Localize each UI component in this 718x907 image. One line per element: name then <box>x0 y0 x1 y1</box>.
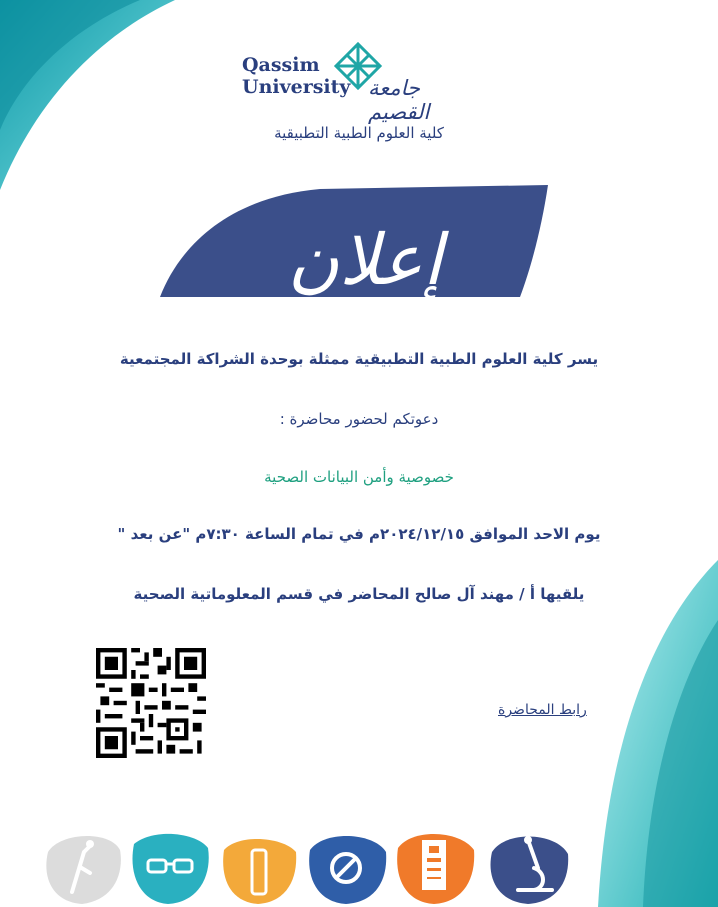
physical-therapy-icon <box>40 822 125 907</box>
department-icons <box>40 822 680 907</box>
lecture-datetime: يوم الاحد الموافق ٢٠٢٤/١٢/١٥م في تمام الساعة ٧:٣٠م "عن بعد " <box>117 525 601 543</box>
lecture-title: خصوصية وأمن البيانات الصحية <box>264 468 454 486</box>
announcement-intro: يسر كلية العلوم الطبية التطبيقية ممثلة بوحدة الشراكة المجتمعية <box>119 350 599 368</box>
invitation-text: دعوتكم لحضور محاضرة : <box>279 410 439 428</box>
lecturer: يلقيها أ / مهند آل صالح المحاضر في قسم المعلوماتية الصحية <box>133 585 585 603</box>
optometry-icon <box>128 822 213 907</box>
lecture-link[interactable]: رابط المحاضرة <box>498 702 587 718</box>
qr-code[interactable] <box>96 648 206 758</box>
eye-chart-icon <box>392 822 477 907</box>
banner-title: إعلان <box>287 219 443 301</box>
logo-english-line1: Qassim <box>242 54 320 76</box>
university-logo <box>238 42 488 124</box>
microscope-icon <box>484 822 574 907</box>
logo-arabic: جامعة القصيم <box>368 76 430 124</box>
college-name: كلية العلوم الطبية التطبيقية <box>274 124 444 142</box>
dental-icon <box>304 822 389 907</box>
nutrition-icon <box>216 822 301 907</box>
logo-english-line2: University <box>242 76 351 98</box>
